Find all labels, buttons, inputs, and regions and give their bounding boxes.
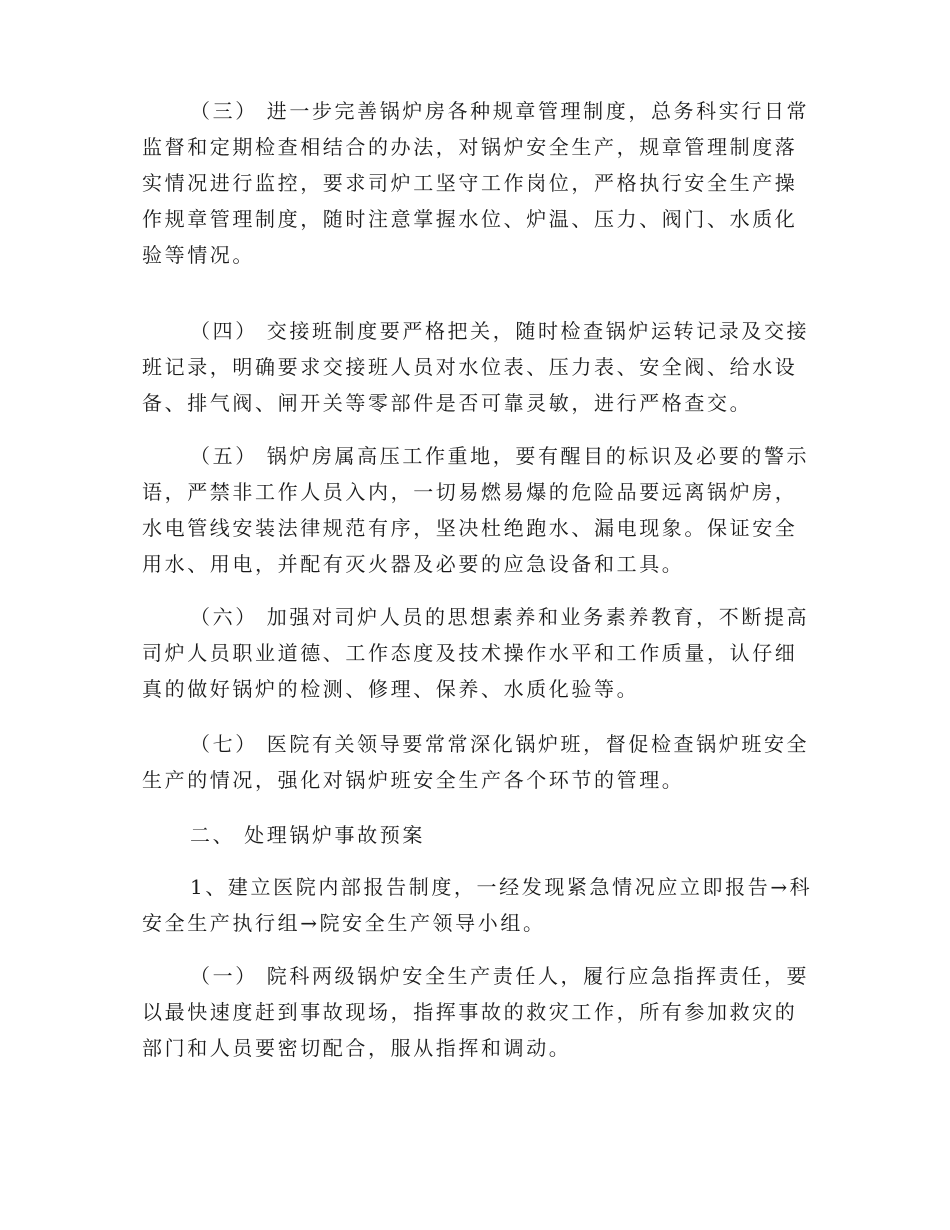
item-one: 1、建立医院内部报告制度，一经发现紧急情况应立即报告→科安全生产执行组→院安全生产领导小组。 [142, 875, 813, 935]
sub-item-one: （一） 院科两级锅炉安全生产责任人，履行应急指挥责任，要以最快速度赶到事故现场，指挥事故的救灾工作，所有参加救灾的部门和人员要密切配合，服从指挥和调动。 [142, 964, 810, 1060]
paragraph-four: （四） 交接班制度要严格把关，随时检查锅炉运转记录及交接班记录，明确要求交接班人员对水位表、压力表、安全阀、给水设备、排气阀、闸开关等零部件是否可靠灵敏，进行严格查交。 [142, 319, 810, 415]
paragraph-six: （六） 加强对司炉人员的思想素养和业务素养教育，不断提高司炉人员职业道德、工作态度及技术操作水平和工作质量，认仔细真的做好锅炉的检测、修理、保养、水质化验等。 [142, 605, 810, 701]
paragraph-three: （三） 进一步完善锅炉房各种规章管理制度，总务科实行日常监督和定期检查相结合的办法，对锅炉安全生产，规章管理制度落实情况进行监控，要求司炉工坚守工作岗位，严格执行安全生产操作规章管理制度，随时注意掌握水位、炉温、压力、阀门、水质化验等情况。 [142, 99, 810, 267]
paragraph-seven: （七） 医院有关领导要常常深化锅炉班，督促检查锅炉班安全生产的情况，强化对锅炉班安全生产各个环节的管理。 [142, 732, 810, 792]
section-heading: 二、 处理锅炉事故预案 [190, 823, 425, 847]
paragraph-five: （五） 锅炉房属高压工作重地，要有醒目的标识及必要的警示语，严禁非工作人员入内，一切易燃易爆的危险品要远离锅炉房，水电管线安装法律规范有序，坚决杜绝跑水、漏电现象。保证安全用水、用电，并配有灭火器及必要的应急设备和工具。 [142, 444, 810, 576]
